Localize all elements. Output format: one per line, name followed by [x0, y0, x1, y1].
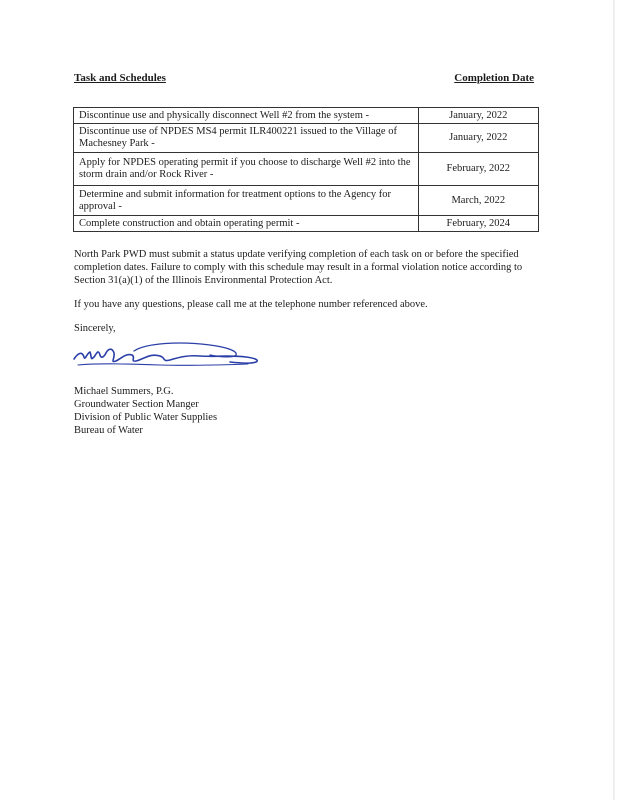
- task-cell: Discontinue use and physically disconnect Well #2 from the system -: [74, 108, 419, 124]
- task-cell: Apply for NPDES operating permit if you choose to discharge Well #2 into the storm drain and/or Rock River -: [74, 153, 419, 186]
- task-cell: Determine and submit information for treatment options to the Agency for approval -: [74, 186, 419, 216]
- date-cell: January, 2022: [418, 124, 538, 153]
- date-cell: March, 2022: [418, 186, 538, 216]
- schedule-header: [74, 72, 534, 86]
- signer-title: Groundwater Section Manger: [74, 399, 199, 410]
- table-row: [74, 124, 539, 153]
- signer-division: Division of Public Water Supplies: [74, 412, 218, 423]
- task-cell: Complete construction and obtain operating permit -: [74, 216, 419, 232]
- date-cell: February, 2024: [418, 216, 538, 232]
- table-row: [74, 216, 539, 232]
- signer-name: Michael Summers, P.G.: [74, 386, 174, 397]
- task-cell: Discontinue use of NPDES MS4 permit ILR400221 issued to the Village of Machesney Park -: [74, 124, 419, 153]
- signer-bureau: Bureau of Water: [74, 425, 143, 436]
- status-update-paragraph: North Park PWD must submit a status update verifying completion of each task on or before the specified completion dates. Failure to comply with this schedule may result in a formal violation notice according to Section 31(a)(1) of the Illinois Environmental Protection Act.: [74, 249, 523, 286]
- table-row: [74, 186, 539, 216]
- closing-text: Sincerely,: [74, 323, 116, 334]
- completion-date-heading: Completion Date: [454, 72, 534, 84]
- date-cell: January, 2022: [418, 108, 538, 124]
- table-row: [74, 153, 539, 186]
- date-cell: February, 2022: [418, 153, 538, 186]
- table-row: [74, 108, 539, 124]
- page-edge: [613, 0, 615, 800]
- questions-paragraph: If you have any questions, please call me at the telephone number referenced above.: [74, 299, 428, 310]
- tasks-heading: Task and Schedules: [74, 72, 166, 84]
- handwritten-signature: [70, 335, 270, 375]
- signature-block: [74, 385, 217, 437]
- schedule-table: [73, 107, 539, 232]
